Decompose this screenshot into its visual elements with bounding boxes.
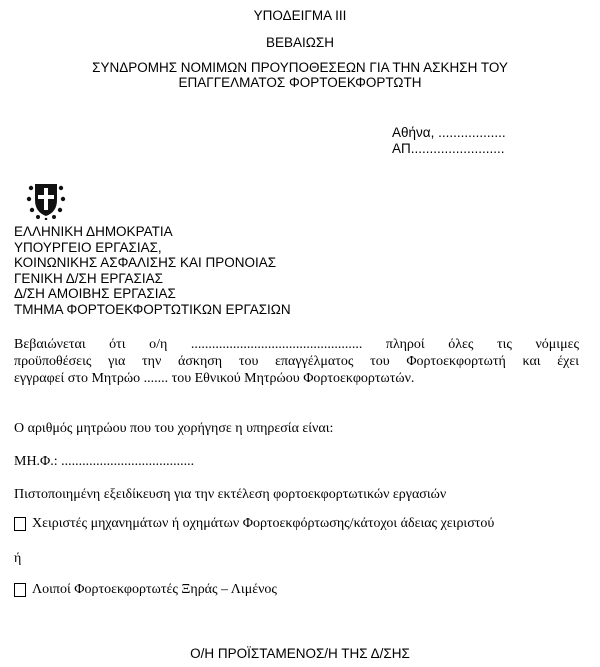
form-label: ΥΠΟΔΕΙΓΜΑ ΙΙΙ (253, 8, 347, 23)
option2-label: Λοιποί Φορτοεκφορτωτές Ξηράς – Λιμένος (32, 582, 277, 597)
certify-line-1: Βεβαιώνεται ότι ο/η ................................................. πληροί όλες τις νόμιμες (14, 337, 579, 352)
place-date: Αθήνα, .................. (392, 125, 506, 140)
coat-of-arms-icon (26, 180, 66, 220)
org-line: ΓΕΝΙΚΗ Δ/ΣΗ ΕΡΓΑΣΙΑΣ (14, 270, 163, 286)
option2-checkbox[interactable] (14, 583, 26, 597)
certify-line-2: προϋποθέσεις για την άσκηση του επαγγέλματος του Φορτοεκφορτωτή και έχει (14, 354, 579, 369)
org-line: ΤΜΗΜΑ ΦΟΡΤΟΕΚΦΟΡΤΩΤΙΚΩΝ ΕΡΓΑΣΙΩΝ (14, 301, 291, 317)
or-word: ή (14, 551, 22, 566)
subtitle-line-1: ΣΥΝΔΡΟΜΗΣ ΝΟΜΙΜΩΝ ΠΡΟΥΠΟΘΕΣΕΩΝ ΓΙΑ ΤΗΝ ΑΣΚΗΣΗ ΤΟΥ (92, 60, 508, 75)
protocol-number: ΑΠ......................... (392, 141, 505, 156)
org-line: ΕΛΛΗΝΙΚΗ ΔΗΜΟΚΡΑΤΙΑ (14, 224, 173, 239)
document-title: ΒΕΒΑΙΩΣΗ (266, 35, 334, 50)
org-line: ΚΟΙΝΩΝΙΚΗΣ ΑΣΦΑΛΙΣΗΣ ΚΑΙ ΠΡΟΝΟΙΑΣ (14, 255, 277, 270)
org-line: ΥΠΟΥΡΓΕΙΟ ΕΡΓΑΣΙΑΣ, (14, 239, 162, 255)
org-line: Δ/ΣΗ ΑΜΟΙΒΗΣ ΕΡΓΑΣΙΑΣ (14, 286, 176, 301)
registry-field: ΜΗ.Φ.: ...................................... (14, 454, 195, 469)
certify-line-3: εγγραφεί στο Μητρώο ....... του Εθνικού Μητρώου Φορτοεκφορτωτών. (14, 371, 415, 386)
specialization-intro: Πιστοποιημένη εξειδίκευση για την εκτέλεση φορτοεκφορτωτικών εργασιών (14, 487, 447, 502)
option1-checkbox[interactable] (14, 517, 26, 531)
registry-intro: Ο αριθμός μητρώου που του χορήγησε η υπηρεσία είναι: (14, 421, 334, 436)
signature-title: Ο/Η ΠΡΟΪΣΤΑΜΕΝΟΣ/Η ΤΗΣ Δ/ΣΗΣ (190, 646, 410, 661)
certification-paragraph (14, 336, 579, 387)
organization-block (14, 224, 291, 317)
subtitle-line-2: ΕΠΑΓΓΕΛΜΑΤΟΣ ΦΟΡΤΟΕΚΦΟΡΤΩΤΗ (178, 75, 422, 90)
option1-label: Χειριστές μηχανημάτων ή οχημάτων Φορτοεκφόρτωσης/κάτοχοι άδειας χειριστού (32, 516, 495, 531)
